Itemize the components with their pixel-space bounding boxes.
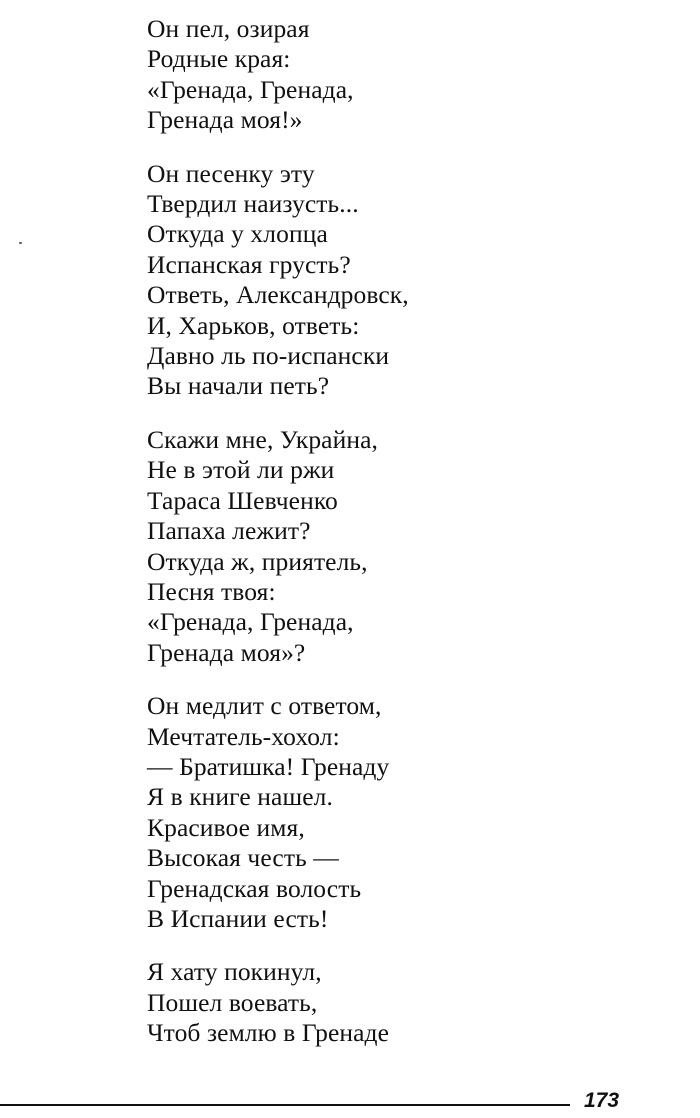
poem-line: Гренадская волость: [147, 873, 362, 903]
poem-line: Не в этой ли ржи: [147, 455, 335, 485]
poem-line: — Братишка! Гренаду: [147, 751, 390, 781]
poem-line: Вы начали петь?: [147, 371, 330, 401]
poem-line: Чтоб землю в Гренаде: [147, 1018, 390, 1048]
poem-line: Откуда ж, приятель,: [147, 546, 368, 576]
poem-line: В Испании есть!: [147, 903, 329, 933]
poem-line: Папаха лежит?: [147, 516, 311, 546]
poem-line: Пошел воевать,: [147, 987, 318, 1017]
page-number: 173: [584, 1089, 620, 1112]
poem-line: «Гренада, Гренада,: [147, 607, 354, 637]
poem-line: «Гренада, Гренада,: [147, 74, 354, 104]
poem-text: [147, 14, 687, 1072]
poem-line: Красивое имя,: [147, 812, 305, 842]
poem-line: Он пел, озирая: [147, 14, 310, 43]
poem-line: Я в книге нашел.: [147, 782, 333, 812]
poem-line: Гренада моя»?: [147, 637, 306, 667]
poem-line: Я хату покинул,: [147, 957, 322, 987]
stanza-1: [147, 14, 687, 136]
poem-line: Гренада моя!»: [147, 105, 303, 135]
poem-line: Давно ль по-испански: [147, 341, 390, 371]
poem-line: Высокая честь —: [147, 843, 339, 873]
stanza-3: [147, 425, 687, 668]
poem-line: Скажи мне, Украйна,: [147, 424, 378, 454]
poem-line: Он песенку эту: [147, 158, 315, 188]
poem-line: Испанская грусть?: [147, 249, 351, 279]
poem-line: Мечтатель-хохол:: [147, 721, 340, 751]
poem-line: Тараса Шевченко: [147, 485, 338, 515]
footer-rule: [0, 1104, 570, 1106]
poem-line: Песня твоя:: [147, 576, 276, 606]
poem-line: Откуда у хлопца: [147, 219, 328, 249]
stanza-5: [147, 957, 687, 1048]
scan-speck: [19, 242, 22, 244]
poem-line: И, Харьков, ответь:: [147, 310, 360, 340]
poem-line: Он медлит с ответом,: [147, 691, 382, 721]
stanza-2: [147, 159, 687, 402]
poem-line: Твердил наизусть...: [147, 189, 359, 219]
poem-line: Родные края:: [147, 44, 291, 74]
stanza-4: [147, 691, 687, 934]
poem-line: Ответь, Александровск,: [147, 280, 409, 310]
